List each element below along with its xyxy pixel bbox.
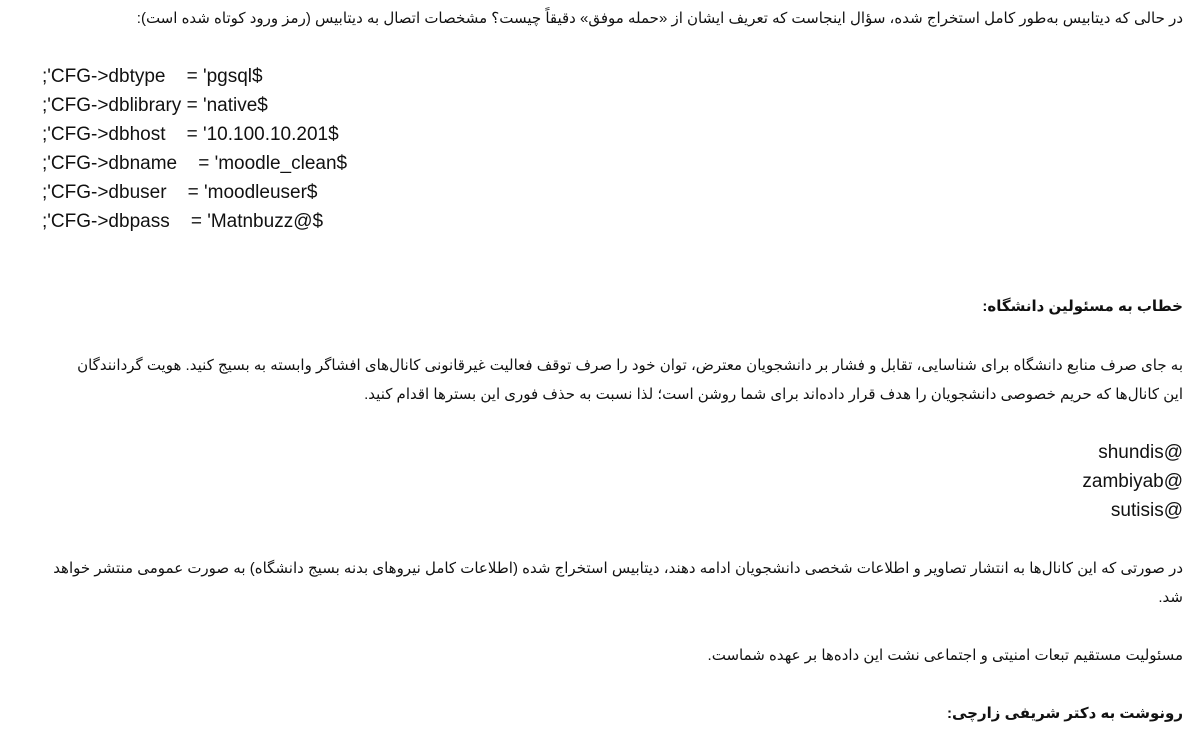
db-config-line-dbtype: ;'CFG->dbtype = 'pgsql$ xyxy=(42,66,263,87)
address-heading: خطاب به مسئولین دانشگاه: xyxy=(982,298,1183,315)
channel-handle: zambiyab@ xyxy=(1082,471,1183,492)
cc-heading: رونوشت به دکتر شریفی زارچی: xyxy=(947,705,1183,722)
document-body xyxy=(40,0,1183,744)
channel-handle: shundis@ xyxy=(1098,442,1183,463)
address-paragraph-line-2: این کانال‌ها که حریم خصوصی دانشجویان را هدف قرار داده‌اند برای شما روشن است؛ لذا نسبت به حذف فوری این بسترها اقدام کنید. xyxy=(364,386,1183,403)
db-config-line-dbpass: ;'CFG->dbpass = 'Matnbuzz@$ xyxy=(42,211,324,232)
db-config-line-dbuser: ;'CFG->dbuser = 'moodleuser$ xyxy=(42,182,318,203)
address-paragraph-line-1: به جای صرف منابع دانشگاه برای شناسایی، تقابل و فشار بر دانشجویان معترض، توان خود را صرف توقف فعالیت غیرقانونی کانال‌های افشاگر وابسته به بسیج کنید. هویت گردانندگان xyxy=(77,357,1183,374)
responsibility-paragraph: مسئولیت مستقیم تبعات امنیتی و اجتماعی نشت این داده‌ها بر عهده شماست. xyxy=(707,647,1183,664)
channel-handle: sutisis@ xyxy=(1110,500,1183,521)
db-config-line-dbhost: ;'CFG->dbhost = '10.100.10.201$ xyxy=(42,124,339,145)
db-config-line-dblibrary: ;'CFG->dblibrary = 'native$ xyxy=(42,95,268,116)
intro-paragraph: در حالی که دیتابیس به‌طور کامل استخراج شده، سؤال اینجاست که تعریف ایشان از «حمله موفق» دقیقاً چیست؟ مشخصات اتصال به دیتابیس (رمز ورود کوتاه شده است): xyxy=(136,10,1183,27)
channel-list xyxy=(1082,438,1183,525)
db-config-line-dbname: ;'CFG->dbname = 'moodle_clean$ xyxy=(42,153,348,174)
warning-paragraph: در صورتی که این کانال‌ها به انتشار تصاویر و اطلاعات شخصی دانشجویان ادامه دهند، دیتابیس استخراج شده (اطلاعات کامل نیروهای بدنه بسیج دانشگاه) به صورت عمومی منتشر خواهد شد. xyxy=(53,560,1183,606)
